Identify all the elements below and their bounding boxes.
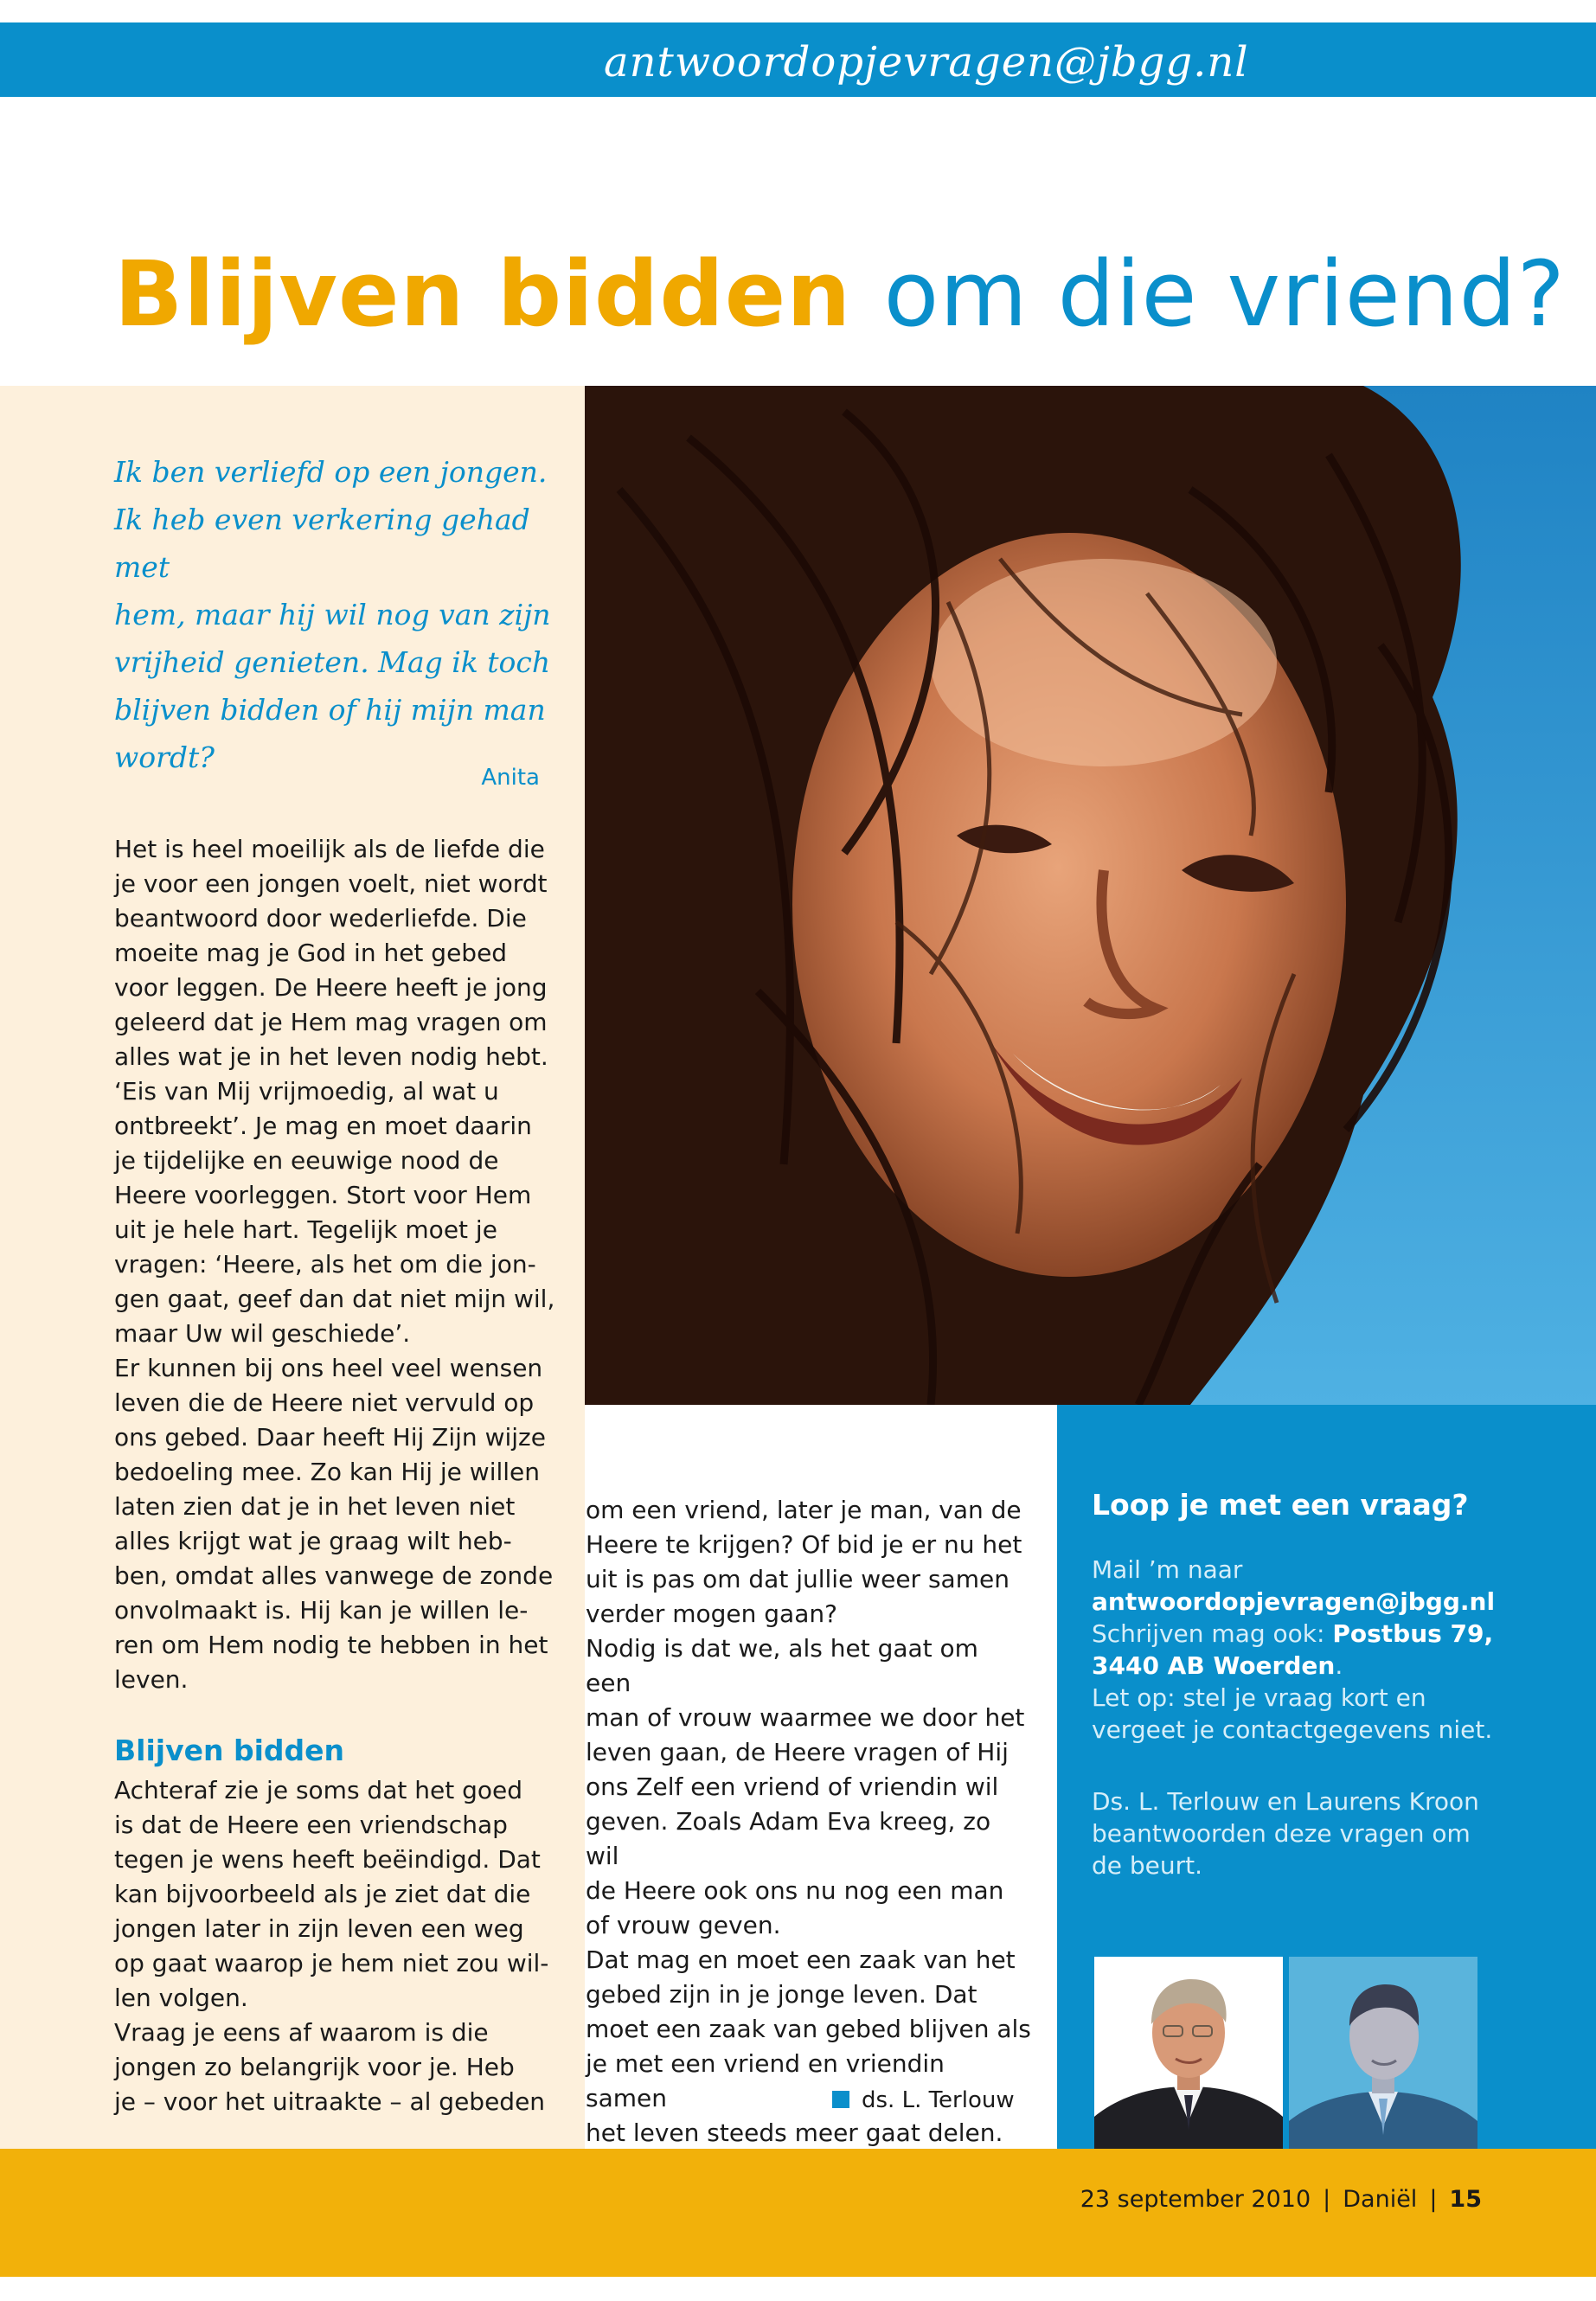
article-column-1 [114,832,560,1697]
question-line: Ik heb even verkering gehad met [114,503,530,584]
text-line: vragen: ‘Heere, als het om die jon- [114,1250,536,1279]
text-line: ‘Eis van Mij vrijmoedig, al wat u [114,1077,499,1106]
header-email[interactable]: antwoordopjevragen@jbgg.nl [604,38,1249,87]
text-line: Achteraf zie je soms dat het goed [114,1776,522,1804]
man-portrait-icon [1289,1957,1477,2149]
text-line: je voor een jongen voelt, niet wordt [114,869,548,898]
info-mail-label: Mail ’m naar [1092,1555,1243,1584]
info-box-title: Loop je met een vraag? [1092,1488,1469,1522]
info-note-2: vergeet je contactgegevens niet. [1092,1715,1493,1744]
author-name: ds. L. Terlouw [862,2087,1015,2113]
text-line: moet een zaak van gebed blijven als [586,2015,1031,2043]
text-line: gebed zijn in je jonge leven. Dat [586,1980,977,2009]
text-line: man of vrouw waarmee we door het [586,1703,1025,1732]
footer-date: 23 september 2010 [1080,2186,1311,2213]
subheading: Blijven bidden [114,1734,345,1767]
text-line: uit is pas om dat jullie weer samen [586,1565,1010,1593]
info-credits-1: Ds. L. Terlouw en Laurens Kroon [1092,1787,1479,1816]
text-line: ons Zelf een vriend of vriendin wil [586,1772,999,1801]
text-line: de Heere ook ons nu nog een man [586,1876,1004,1905]
text-line: je tijdelijke en eeuwige nood de [114,1146,499,1175]
header-bar [0,22,1596,97]
info-write-label: Schrijven mag ook: [1092,1619,1333,1648]
text-line: je – voor het uitraakte – al gebeden [114,2087,546,2116]
footer-magazine: Daniël [1343,2186,1418,2213]
article-column-2 [586,1493,1031,2150]
title-light: om die vriend? [883,241,1566,347]
page-title [114,242,1566,346]
text-line: ren om Hem nodig te hebben in het [114,1631,548,1659]
text-line: tegen je wens heeft beëindigd. Dat [114,1845,541,1874]
page-number: 15 [1449,2186,1482,2213]
text-line: gen gaat, geef dan dat niet mijn wil, [114,1285,555,1313]
info-address-1: Postbus 79, [1332,1619,1494,1648]
question-line: hem, maar hij wil nog van zijn [114,598,551,631]
text-line: op gaat waarop je hem niet zou wil- [114,1949,549,1977]
text-line: Nodig is dat we, als het gaat om een [586,1634,978,1697]
info-write-line [1092,1618,1559,1650]
text-line: beantwoord door wederliefde. Die [114,904,527,933]
text-line: ben, omdat alles vanwege de zonde [114,1561,554,1590]
question-line: blijven bidden of hij mijn man [114,693,546,727]
text-line: leven die de Heere niet vervuld op [114,1388,535,1417]
info-address-end: . [1335,1651,1343,1680]
text-line: Dat mag en moet een zaak van het [586,1945,1016,1974]
text-line: Heere voorleggen. Stort voor Hem [114,1181,532,1209]
author-square-icon [832,2091,849,2108]
text-line: uit je hele hart. Tegelijk moet je [114,1215,497,1244]
info-mail-address-line [1092,1586,1559,1618]
text-line: voor leggen. De Heere heeft je jong [114,973,548,1002]
text-line: jongen later in zijn leven een weg [114,1914,524,1943]
text-line: ons gebed. Daar heeft Hij Zijn wijze [114,1423,546,1452]
text-line: Er kunnen bij ons heel veel wensen [114,1354,543,1382]
info-address-line [1092,1650,1559,1682]
info-mail-address[interactable]: antwoordopjevragen@jbgg.nl [1092,1587,1496,1616]
portrait-terlouw [1094,1957,1283,2149]
text-line: je met een vriend en vriendin samen [586,2049,945,2112]
text-line: len volgen. [114,1984,248,2012]
article-author [832,2087,1015,2113]
footer-info [1080,2186,1482,2213]
text-line: kan bijvoorbeeld als je ziet dat die [114,1880,531,1908]
text-line: Het is heel moeilijk als de liefde die [114,835,545,863]
text-line: onvolmaakt is. Hij kan je willen le- [114,1596,529,1625]
portrait-kroon [1289,1957,1477,2149]
text-line: alles wat je in het leven nodig hebt. [114,1042,548,1071]
text-line: om een vriend, later je man, van de [586,1496,1022,1524]
text-line: of vrouw geven. [586,1911,781,1939]
title-bold: Blijven bidden [114,241,852,347]
text-line: geleerd dat je Hem mag vragen om [114,1008,548,1036]
text-line: maar Uw wil geschiede’. [114,1319,411,1348]
text-line: leven gaan, de Heere vragen of Hij [586,1738,1009,1766]
text-line: jongen zo belangrijk voor je. Heb [114,2053,515,2081]
text-line: alles krijgt wat je graag wilt heb- [114,1527,512,1555]
smiling-woman-photo [585,386,1596,1405]
reader-question [114,448,564,781]
text-line: het leven steeds meer gaat delen. [586,2118,1003,2147]
text-line: bedoeling mee. Zo kan Hij je willen [114,1458,541,1486]
article-column-1-continued [114,1773,560,2119]
text-line: Heere te krijgen? Of bid je er nu het [586,1530,1022,1559]
question-line: wordt? [114,740,215,774]
footer-separator: | [1429,2186,1438,2213]
text-line: is dat de Heere een vriendschap [114,1811,508,1839]
text-line: Vraag je eens af waarom is die [114,2018,489,2047]
question-signature: Anita [481,765,540,791]
man-portrait-icon [1094,1957,1283,2149]
question-line: Ik ben verliefd op een jongen. [114,455,548,489]
footer-bar [0,2149,1596,2277]
text-line: moeite mag je God in het gebed [114,939,508,967]
info-credits-2: beantwoorden deze vragen om [1092,1819,1471,1848]
info-credits-3: de beurt. [1092,1851,1203,1880]
text-line: verder mogen gaan? [586,1599,837,1628]
question-line: vrijheid genieten. Mag ik toch [114,645,551,679]
info-address-2: 3440 AB Woerden [1092,1651,1336,1680]
text-line: ontbreekt’. Je mag en moet daarin [114,1112,532,1140]
text-line: laten zien dat je in het leven niet [114,1492,516,1521]
article-photo [585,386,1596,1405]
footer-separator: | [1323,2186,1331,2213]
text-line: leven. [114,1665,189,1694]
info-note-1: Let op: stel je vraag kort en [1092,1683,1426,1712]
text-line: geven. Zoals Adam Eva kreeg, zo wil [586,1807,991,1870]
